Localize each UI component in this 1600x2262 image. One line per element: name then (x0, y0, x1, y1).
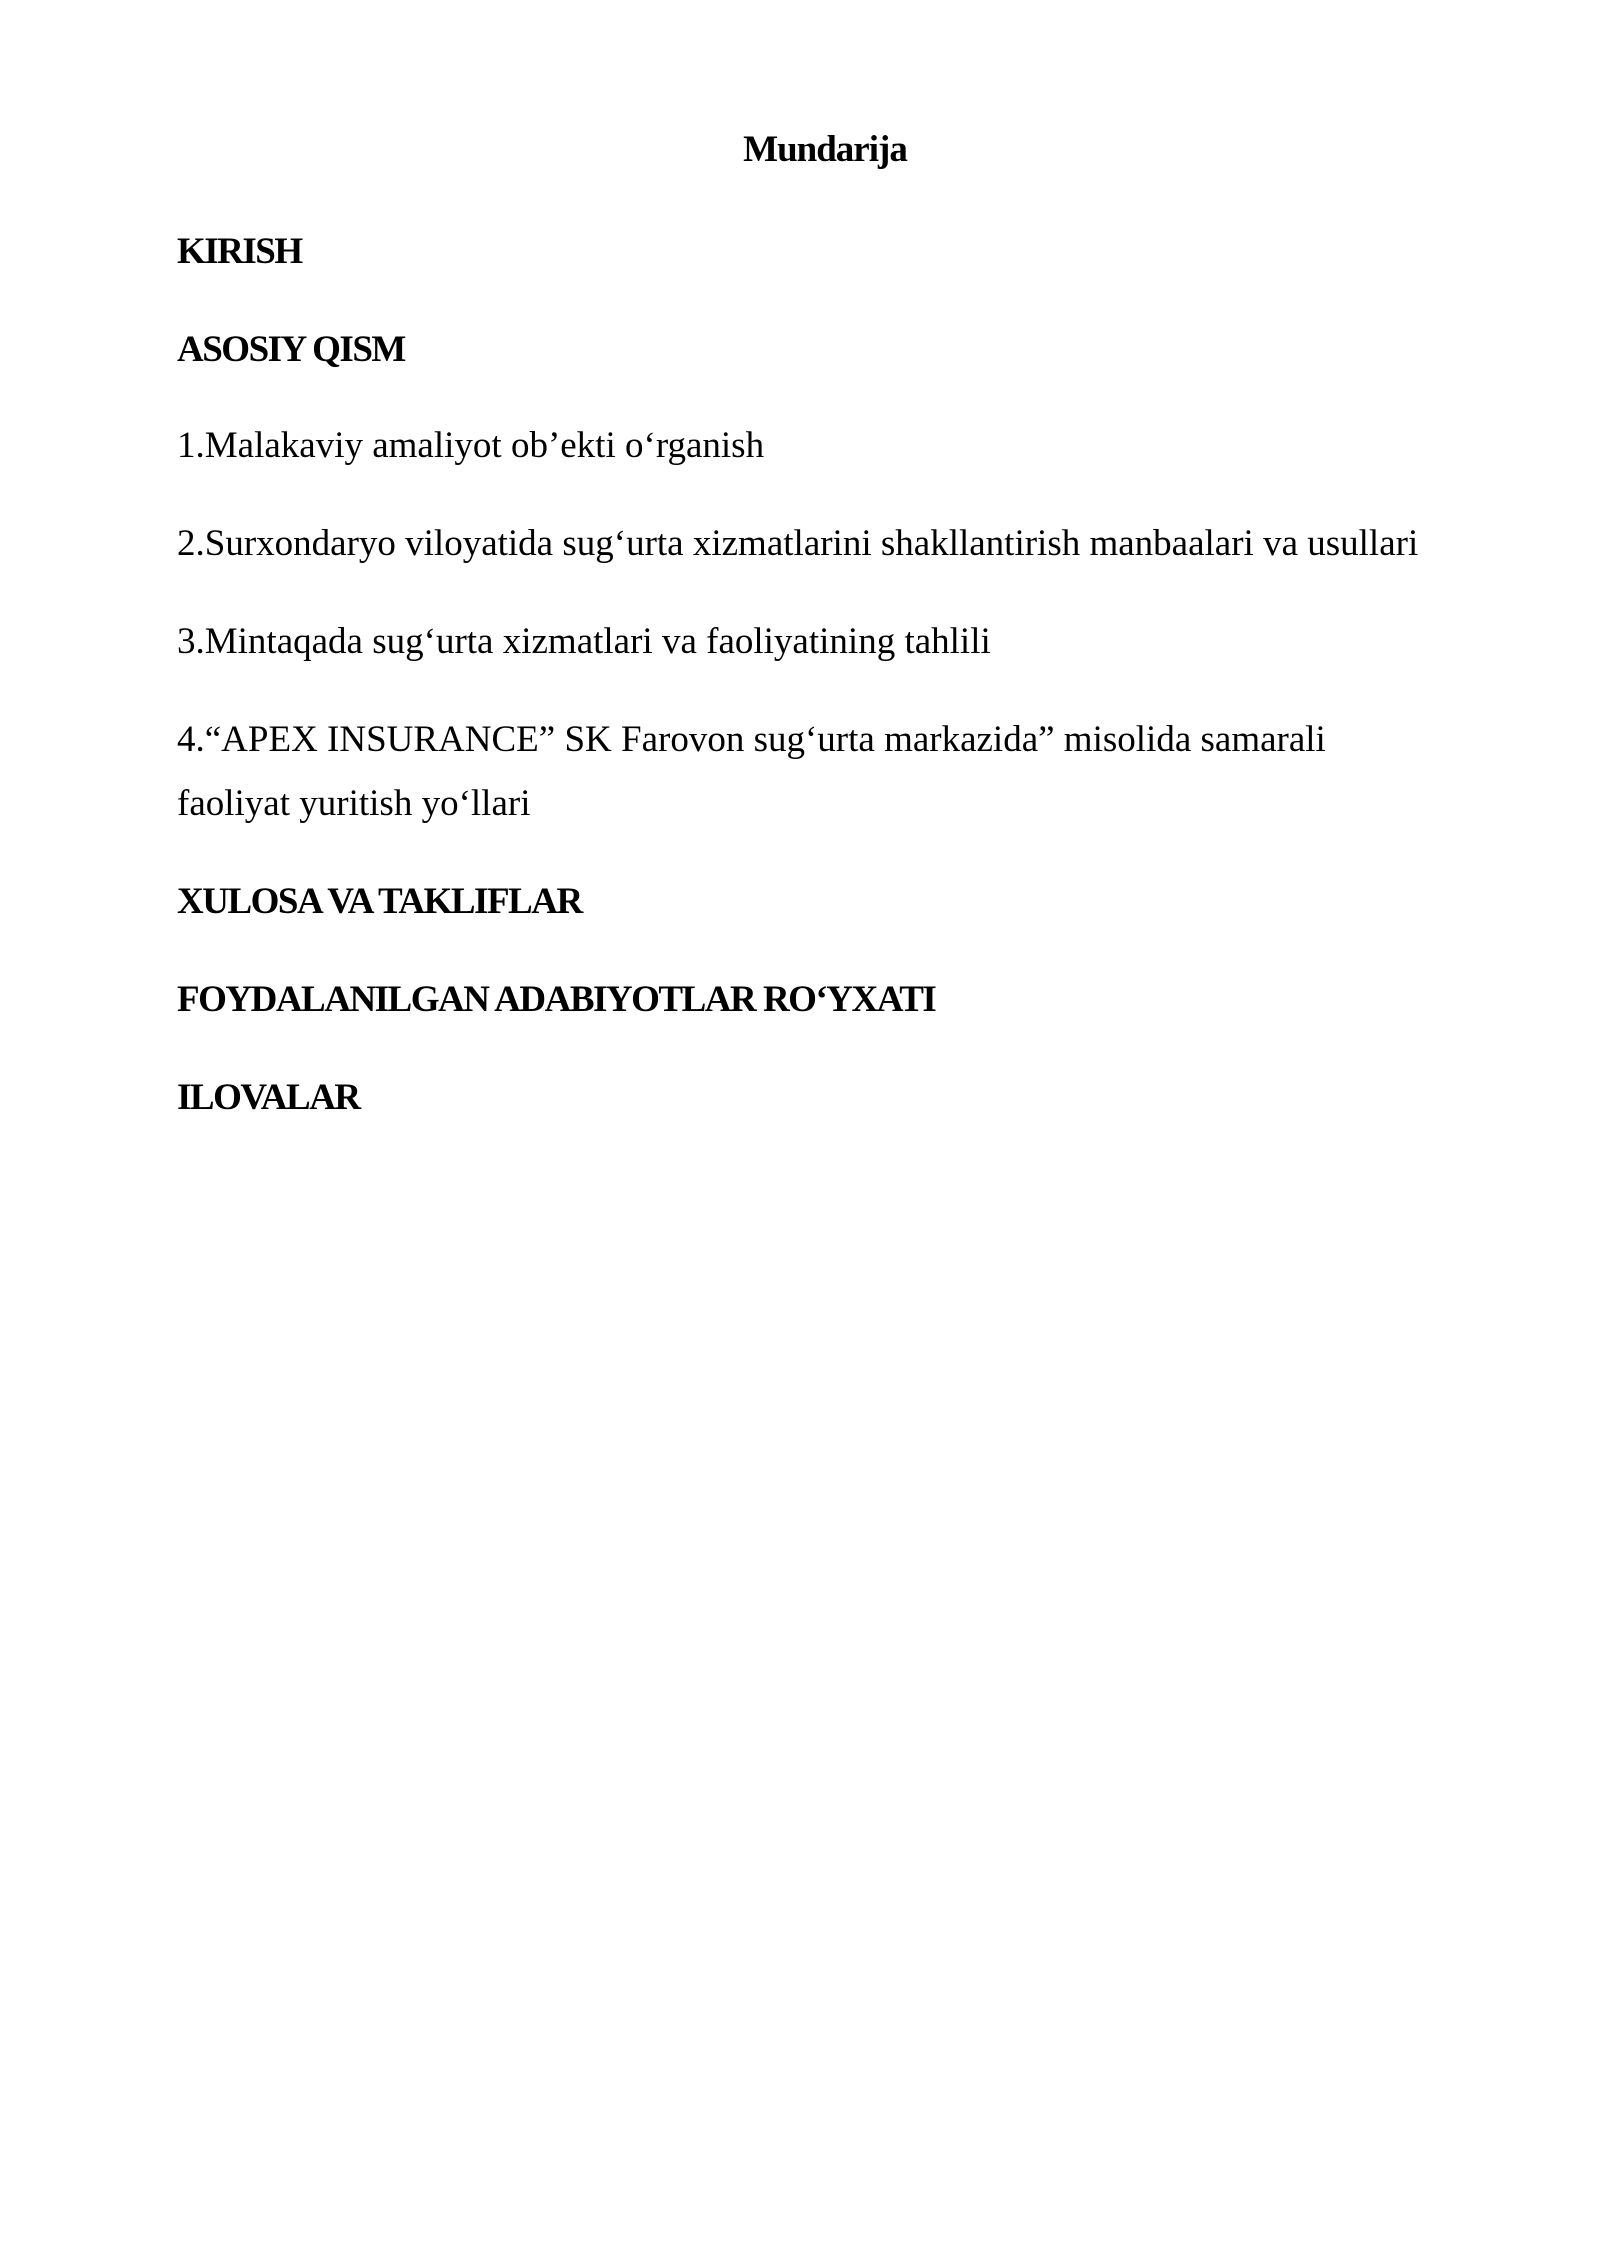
toc-entry-2: 2.Surxondaryo viloyatida sug‘urta xizmatlarini shakllantirish manbaalari va usullari (177, 523, 1419, 564)
page-title: Mundarija (743, 129, 907, 170)
toc-entry-kirish: KIRISH (177, 231, 302, 272)
toc-entry-4-continued: faoliyat yuritish yo‘llari (177, 783, 531, 824)
toc-entry-ilovalar: ILOVALAR (177, 1077, 360, 1118)
toc-entry-asosiy-qism: ASOSIY QISM (177, 329, 405, 370)
toc-entry-1: 1.Malakaviy amaliyot ob’ekti o‘rganish (177, 425, 765, 466)
toc-entry-xulosa: XULOSA VA TAKLIFLAR (177, 881, 582, 922)
toc-entry-adabiyotlar: FOYDALANILGAN ADABIYOTLAR RO‘YXATI (177, 979, 936, 1020)
toc-entry-4: 4.“APEX INSURANCE” SK Farovon sug‘urta markazida” misolida samarali (177, 719, 1326, 760)
toc-entry-3: 3.Mintaqada sug‘urta xizmatlari va faoliyatining tahlili (177, 621, 991, 662)
